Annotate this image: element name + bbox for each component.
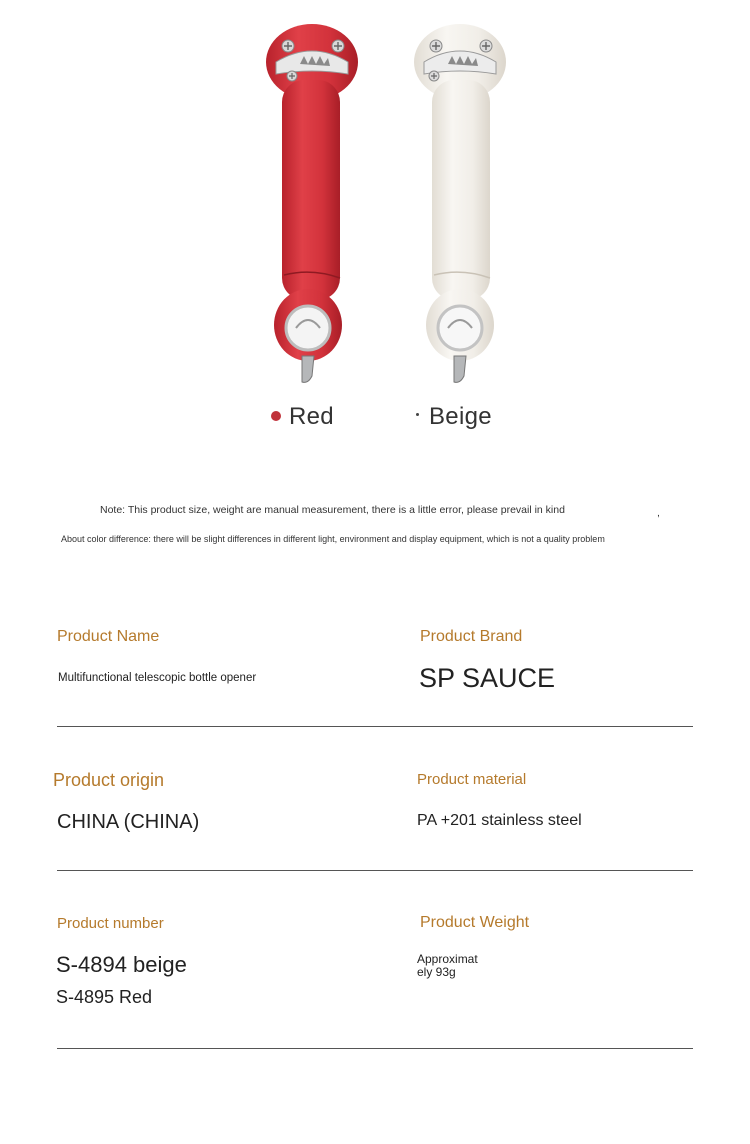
product-weight-value-line1: Approximat — [417, 952, 478, 966]
red-dot-icon — [271, 411, 281, 421]
divider-3 — [57, 1048, 693, 1049]
product-name-label: Product Name — [57, 628, 160, 645]
product-material-value: PA +201 stainless steel — [417, 812, 582, 829]
product-number-label: Product number — [57, 915, 164, 932]
note-measurement — [100, 504, 565, 516]
variant-red — [271, 403, 334, 431]
product-weight-label: Product Weight — [420, 914, 530, 931]
variant-beige-label: Beige — [429, 403, 492, 430]
beige-dot-icon — [416, 413, 419, 416]
product-origin-label: Product origin — [53, 770, 165, 790]
divider-1 — [57, 726, 693, 727]
variant-red-label: Red — [289, 403, 334, 430]
product-weight-value-line2: ely 93g — [417, 965, 456, 979]
note-suffix: , — [657, 507, 660, 519]
product-number-red: S-4895 Red — [56, 987, 153, 1007]
variant-beige — [416, 403, 492, 431]
red-bottle-opener-image — [262, 20, 358, 386]
product-name-value: Multifunctional telescopic bottle opener — [58, 672, 257, 684]
beige-bottle-opener-image — [414, 20, 510, 386]
product-material-label: Product material — [417, 771, 527, 788]
product-number-beige: S-4894 beige — [56, 952, 187, 977]
note-measurement-text: Note: This product size, weight are manual measurement, there is a little error, please prevail in kind — [100, 504, 565, 516]
divider-2 — [57, 870, 693, 871]
note-color-difference: About color difference: there will be slight differences in different light, environment and display equipment, which is not a quality problem — [61, 534, 605, 544]
product-origin-value: CHINA (CHINA) — [57, 811, 200, 833]
product-brand-value: SP SAUCE — [419, 663, 556, 693]
product-brand-label: Product Brand — [420, 628, 523, 645]
